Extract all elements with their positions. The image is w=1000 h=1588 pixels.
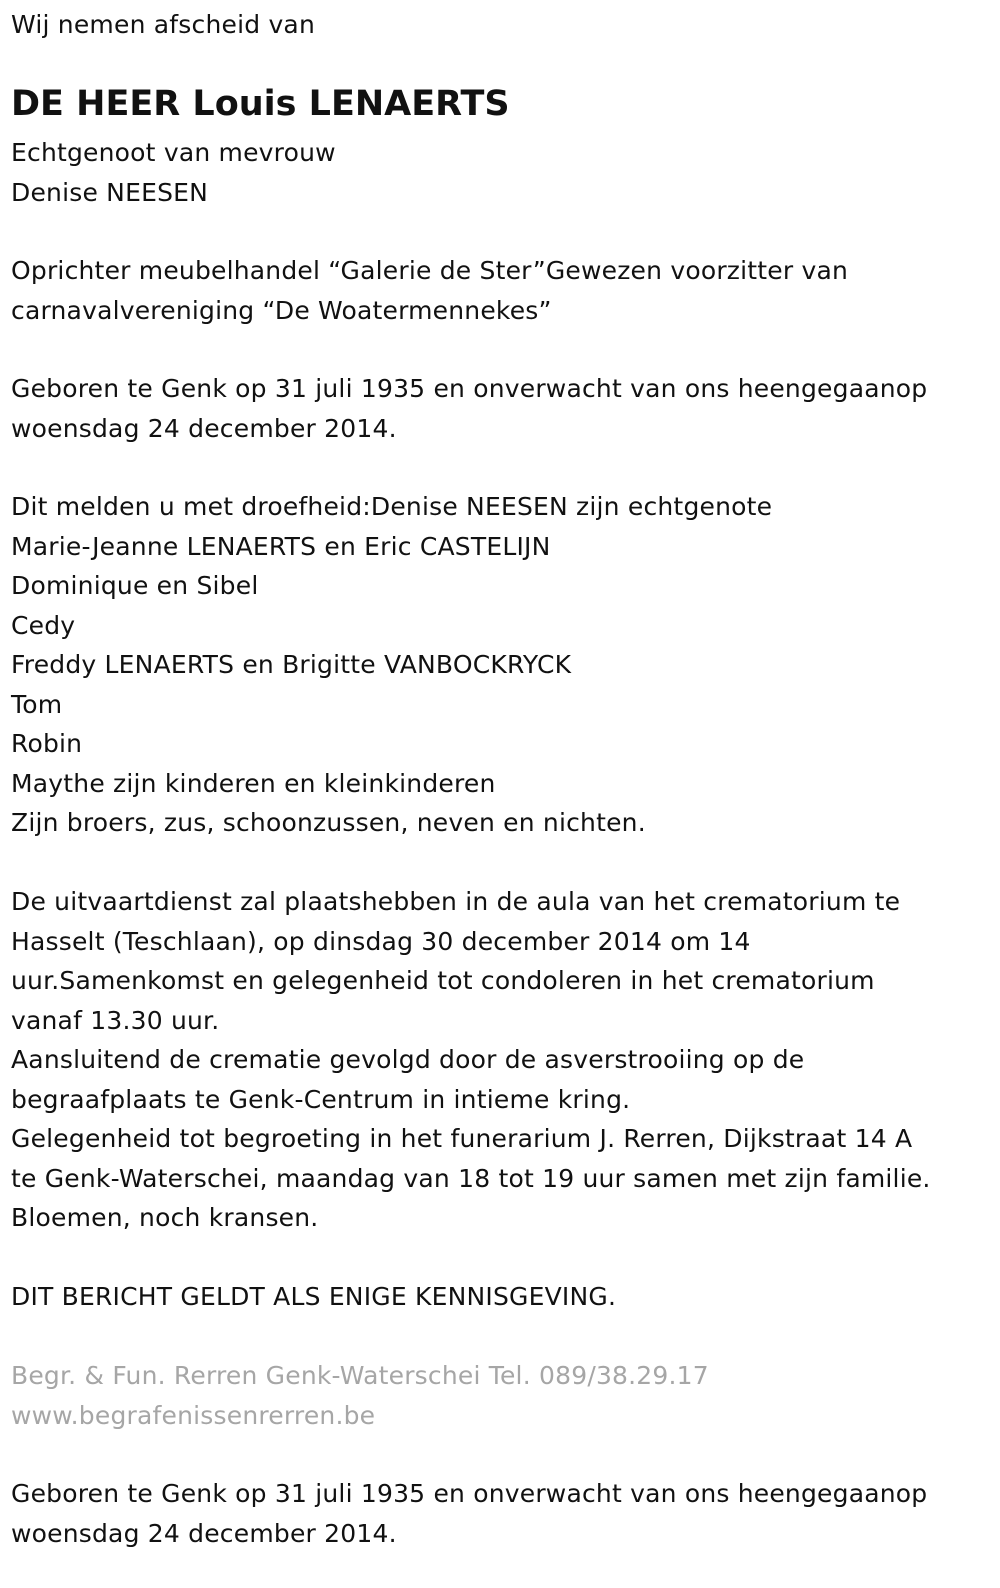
service-line: Bloemen, noch kransen. (11, 1203, 319, 1232)
service-line: De uitvaartdienst zal plaatshebben in de aula van het crematorium te (11, 887, 901, 916)
service-line: uur.Samenkomst en gelegenheid tot condoleren in het crematorium (11, 966, 875, 995)
spouse-name-line: Denise NEESEN (11, 177, 209, 207)
family-line: Zijn broers, zus, schoonzussen, neven en nichten. (11, 808, 646, 837)
family-line: Maythe zijn kinderen en kleinkinderen (11, 768, 496, 798)
family-line: Cedy (11, 610, 76, 640)
birth-line: woensdag 24 december 2014. (11, 1518, 397, 1548)
notice-block (11, 1277, 616, 1317)
notice-line: DIT BERICHT GELDT ALS ENIGE KENNISGEVING. (11, 1282, 617, 1311)
founder-line: carnavalvereniging “De Woatermennekes” (11, 295, 552, 325)
family-line: Dit melden u met droefheid:Denise NEESEN zijn echtgenote (11, 492, 773, 521)
birth-line: Geboren te Genk op 31 juli 1935 en onverwacht van ons heengegaanop (11, 1479, 928, 1508)
service-line: Gelegenheid tot begroeting in het funerarium J. Rerren, Dijkstraat 14 A (11, 1124, 913, 1153)
service-block (11, 882, 931, 1238)
funeral-home-line: Begr. & Fun. Rerren Genk-Waterschei Tel. 089/38.29.17 (11, 1361, 709, 1390)
spouse-line: Echtgenoot van mevrouw (11, 138, 336, 167)
family-line: Freddy LENAERTS en Brigitte VANBOCKRYCK (11, 650, 572, 679)
service-line: Hasselt (Teschlaan), op dinsdag 30 december 2014 om 14 (11, 926, 751, 956)
intro-text: Wij nemen afscheid van (11, 10, 315, 39)
founder-line: Oprichter meubelhandel “Galerie de Ster”Gewezen voorzitter van (11, 256, 849, 285)
family-line: Tom (11, 689, 63, 719)
birth-line: Geboren te Genk op 31 juli 1935 en onverwacht van ons heengegaanop (11, 374, 928, 403)
family-block (11, 487, 772, 843)
service-line: te Genk-Waterschei, maandag van 18 tot 19 uur samen met zijn familie. (11, 1163, 931, 1193)
birth-block (11, 369, 927, 448)
founder-block (11, 251, 848, 330)
spouse-block (11, 133, 336, 212)
service-line: begraafplaats te Genk-Centrum in intieme kring. (11, 1084, 631, 1114)
family-line: Robin (11, 729, 83, 758)
funeral-home-block (11, 1356, 709, 1435)
deceased-name: DE HEER Louis LENAERTS (11, 84, 510, 124)
birth-line: woensdag 24 december 2014. (11, 413, 397, 443)
service-line: vanaf 13.30 uur. (11, 1005, 220, 1035)
family-line: Dominique en Sibel (11, 571, 259, 600)
funeral-home-website: www.begrafenissenrerren.be (11, 1400, 376, 1430)
birth-block-repeat (11, 1474, 927, 1553)
service-line: Aansluitend de crematie gevolgd door de asverstrooiing op de (11, 1045, 805, 1074)
family-line: Marie-Jeanne LENAERTS en Eric CASTELIJN (11, 531, 551, 561)
